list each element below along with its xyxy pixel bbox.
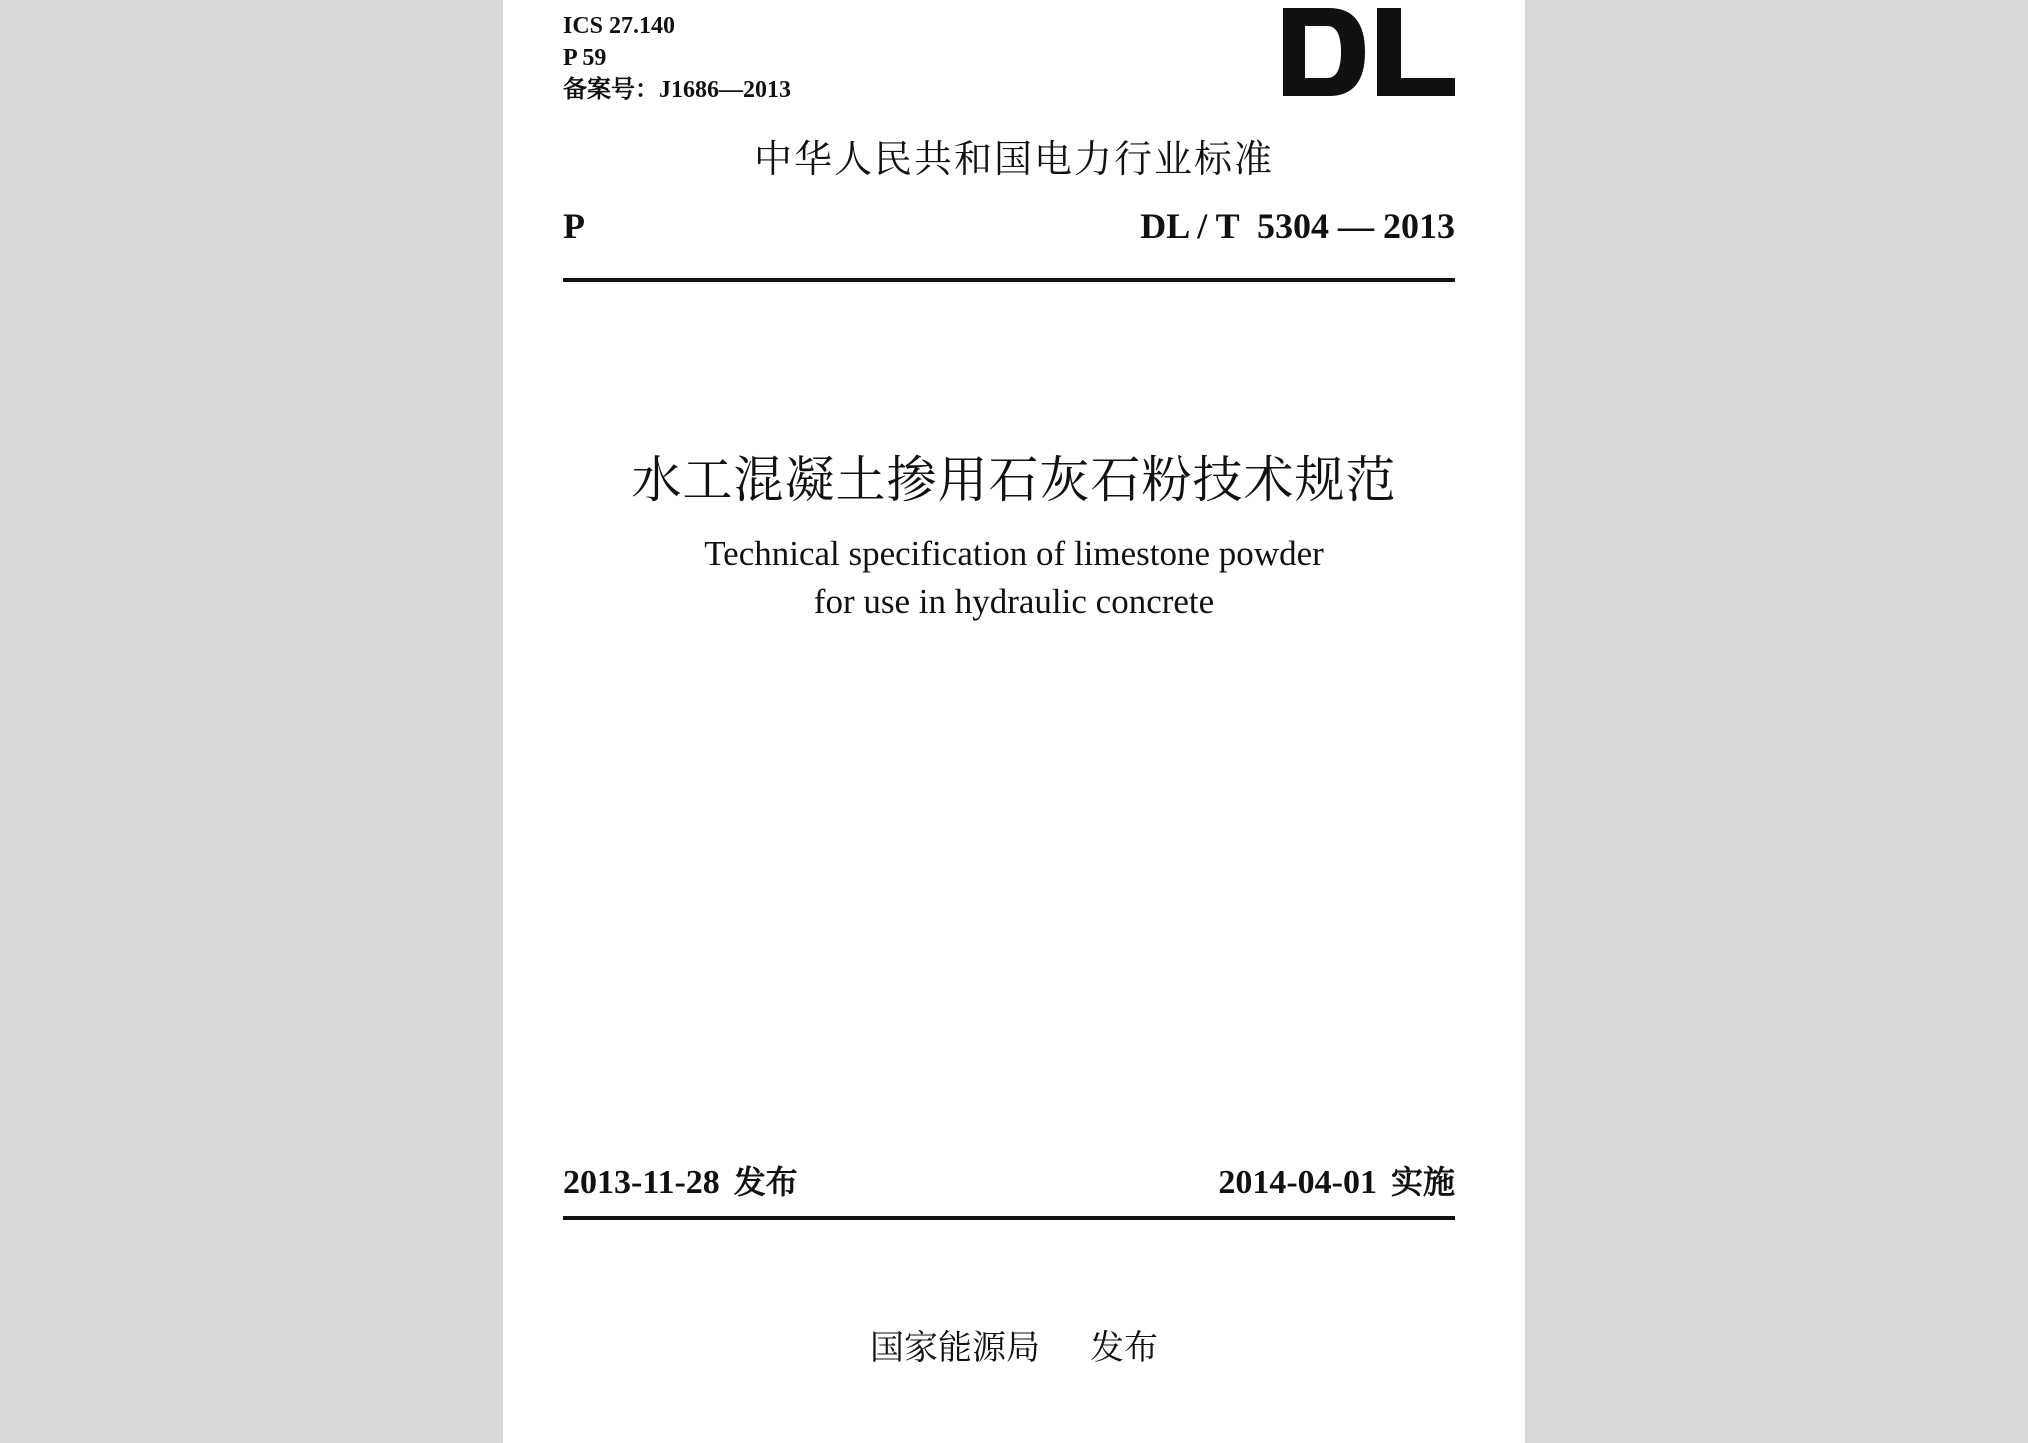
date-row	[563, 1158, 1455, 1202]
issue-label: 发布	[733, 1163, 798, 1201]
standard-number: DL / T 5304 — 2013	[1140, 206, 1455, 246]
publisher-action: 发布	[1090, 1328, 1158, 1368]
industry-standard-title: 中华人民共和国电力行业标准	[753, 137, 1274, 181]
english-title-line2: for use in hydraulic concrete	[813, 582, 1215, 621]
english-title-line1: Technical specification of limestone powder	[704, 534, 1324, 573]
implement-label: 实施	[1390, 1163, 1455, 1201]
record-number: 备案号：J1686—2013	[563, 77, 791, 103]
issue-date-block	[563, 1157, 798, 1203]
category-letter: P	[563, 206, 585, 246]
issue-date: 2013-11-28	[563, 1164, 720, 1201]
classification-code: P 59	[563, 45, 607, 71]
publisher-line	[503, 1320, 1525, 1369]
ics-code: ICS 27.140	[563, 13, 676, 39]
dl-logo	[1283, 8, 1455, 96]
chinese-title: 水工混凝土掺用石灰石粉技术规范	[631, 451, 1397, 509]
standard-code-row	[563, 202, 1455, 250]
publisher-name: 国家能源局	[870, 1328, 1040, 1368]
document-page	[503, 0, 1525, 1443]
implement-date-block	[1218, 1157, 1455, 1203]
top-divider	[563, 278, 1455, 282]
implement-date: 2014-04-01	[1218, 1164, 1377, 1201]
bottom-divider	[563, 1216, 1455, 1220]
